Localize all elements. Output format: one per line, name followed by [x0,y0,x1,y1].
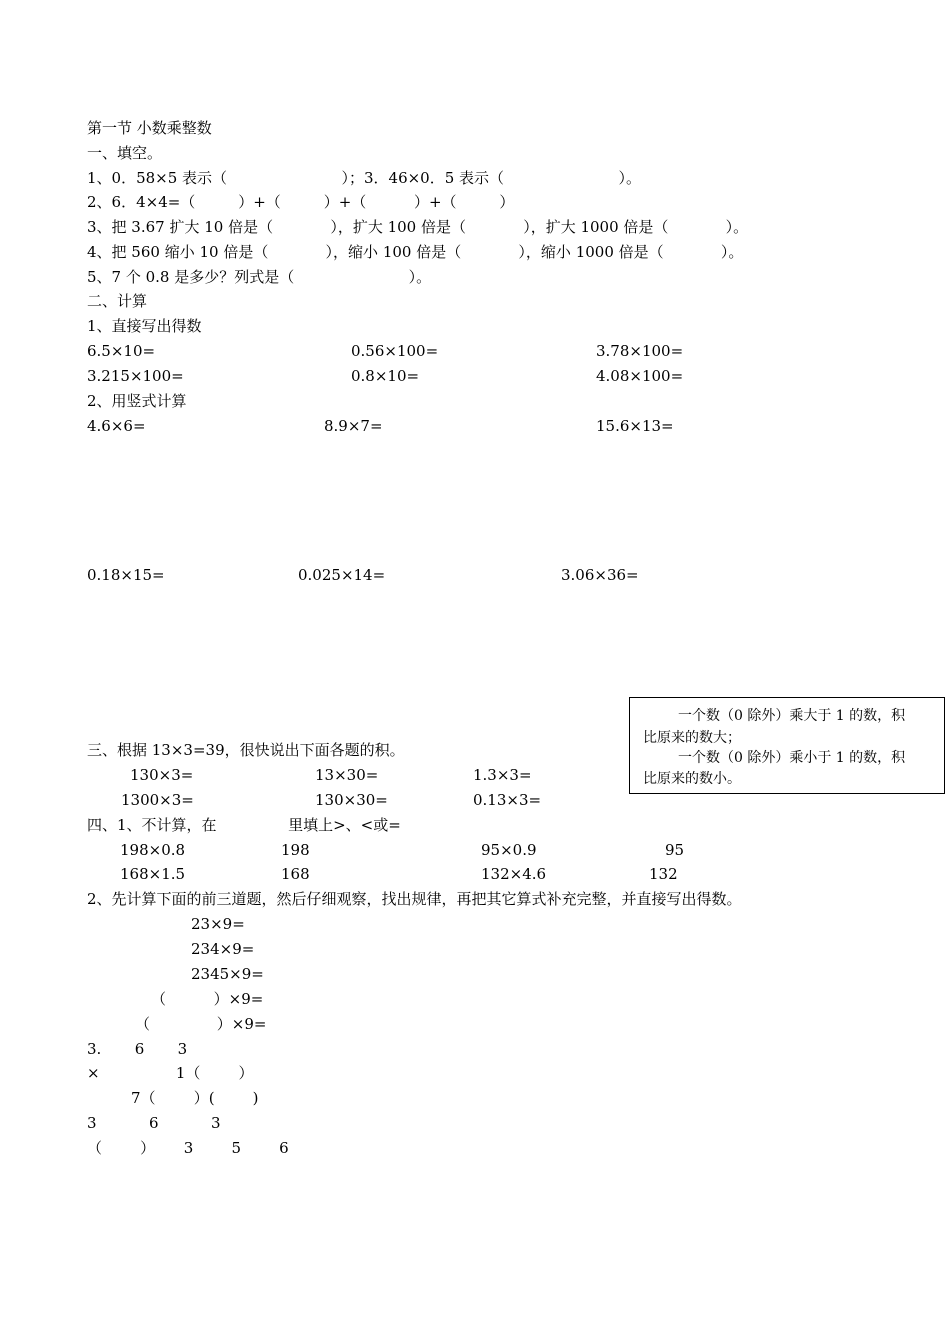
compare-left: 168×1.5 [120,865,186,883]
section-3-heading: 三、根据 13×3=39，很快说出下面各题的积。 [87,741,405,759]
question-1-5: 5、7 个 0.8 是多少？列式是（ ）。 [87,268,432,286]
direct-calc-item: 0.56×100= [351,342,439,360]
product-item: 0.13×3= [473,791,542,809]
question-1-4: 4、把 560 缩小 10 倍是（ ），缩小 100 倍是（ ），缩小 1000 倍是（ ）。 [87,243,744,261]
product-item: 13×30= [315,766,379,784]
vertical-calc-item: 8.9×7= [324,417,383,435]
direct-calc-item: 0.8×10= [351,367,420,385]
question-1-1: 1、0．58×5 表示（ ）；3．46×0．5 表示（ ）。 [87,169,641,187]
pattern-question: 2、先计算下面的前三道题，然后仔细观察，找出规律，再把其它算式补充完整，并直接写出得数。 [87,890,742,908]
vertical-calc-item: 0.025×14= [298,566,386,584]
rule-note-line: 比原来的数大； [643,730,741,746]
product-item: 1.3×3= [473,766,532,784]
vertical-calc-item: 3.06×36= [561,566,639,584]
subsection-vertical-heading: 2、用竖式计算 [87,392,187,410]
compare-right: 132 [649,865,678,883]
subsection-direct-heading: 1、直接写出得数 [87,317,202,335]
product-item: 1300×3= [121,791,194,809]
compare-left: 95×0.9 [481,841,537,859]
vertical-calc-item: 0.18×15= [87,566,165,584]
direct-calc-item: 3.215×100= [87,367,184,385]
compare-right: 168 [281,865,310,883]
pattern-item: 2345×9= [191,965,264,983]
rule-note-line: 一个数（0 除外）乘小于 1 的数，积 [678,750,906,766]
section-4-heading: 四、1、不计算，在 里填上>、<或= [87,816,401,834]
compare-right: 95 [665,841,685,859]
direct-calc-item: 3.78×100= [596,342,684,360]
section-1-heading: 一、填空。 [87,144,163,162]
compare-left: 198×0.8 [120,841,186,859]
rule-note-box [629,697,945,794]
direct-calc-item: 6.5×10= [87,342,156,360]
product-item: 130×30= [315,791,388,809]
puzzle-row: × 1（ ） [87,1064,254,1082]
vertical-calc-item: 4.6×6= [87,417,146,435]
vertical-calc-item: 15.6×13= [596,417,674,435]
pattern-item: （ ）×9= [151,990,264,1008]
puzzle-row: 3. 6 3 [87,1040,188,1058]
compare-right: 198 [281,841,310,859]
pattern-item: 234×9= [191,940,255,958]
puzzle-row: 7（ ）( ) [131,1089,259,1107]
direct-calc-item: 4.08×100= [596,367,684,385]
question-1-2: 2、6．4×4=（ ）+（ ）+（ ）+（ ） [87,193,515,211]
rule-note-line: 一个数（0 除外）乘大于 1 的数，积 [678,708,906,724]
puzzle-row: 3 6 3 [87,1114,221,1132]
pattern-item: （ ）×9= [135,1015,267,1033]
pattern-item: 23×9= [191,915,245,933]
section-2-heading: 二、计算 [87,292,148,310]
question-1-3: 3、把 3.67 扩大 10 倍是（ ），扩大 100 倍是（ ），扩大 1000 倍是（ ）。 [87,218,749,236]
product-item: 130×3= [130,766,194,784]
section-title: 第一节 小数乘整数 [87,119,212,137]
puzzle-row: （ ） 3 5 6 [87,1139,289,1157]
compare-left: 132×4.6 [481,865,547,883]
rule-note-line: 比原来的数小。 [643,771,741,787]
